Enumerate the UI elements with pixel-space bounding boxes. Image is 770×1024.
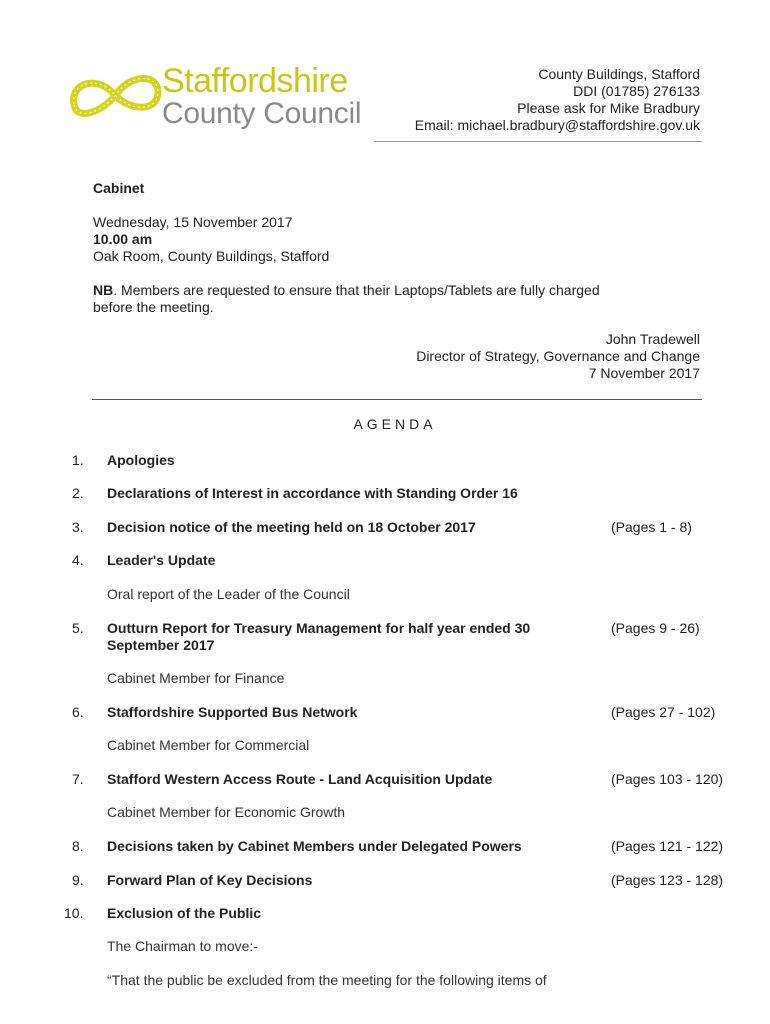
agenda-item-title: Stafford Western Access Route - Land Acquisition Update — [107, 771, 493, 787]
agenda-item-title: Forward Plan of Key Decisions — [107, 872, 313, 888]
agenda-item-title-line2: September 2017 — [107, 637, 215, 653]
header-divider — [374, 141, 702, 142]
agenda-item-pages: (Pages 121 - 122) — [611, 838, 724, 854]
agenda-item-title: Outturn Report for Treasury Management for half year ended 30 — [107, 620, 531, 636]
agenda-item-motion-text: “That the public be excluded from the meeting for the following items of — [107, 972, 547, 988]
agenda-item-presenter: Cabinet Member for Economic Growth — [107, 804, 346, 820]
council-logo-knot-icon — [66, 64, 166, 134]
logo-wordmark-line1: Staffordshire — [162, 62, 348, 100]
notice-label: NB — [93, 282, 114, 298]
address-line: County Buildings, Stafford — [538, 66, 700, 82]
agenda-item-pages: (Pages 27 - 102) — [611, 704, 716, 720]
agenda-item-presenter: Cabinet Member for Finance — [107, 670, 285, 686]
agenda-item-number: 2. — [72, 485, 84, 501]
agenda-item-number: 7. — [72, 771, 84, 787]
meeting-venue: Oak Room, County Buildings, Stafford — [93, 248, 330, 264]
notice-text: . Members are requested to ensure that their Laptops/Tablets are fully charged — [113, 282, 600, 298]
agenda-item-instruction: The Chairman to move:- — [107, 938, 258, 954]
agenda-heading: AGENDA — [353, 416, 437, 432]
agenda-item-number: 10. — [64, 905, 84, 921]
signature-block — [416, 331, 700, 382]
agenda-item-presenter: Cabinet Member for Commercial — [107, 737, 310, 753]
ddi-line: DDI (01785) 276133 — [573, 83, 700, 99]
agenda-item-pages: (Pages 9 - 26) — [611, 620, 700, 636]
notice-text-line2: before the meeting. — [93, 299, 214, 315]
agenda-item-number: 6. — [72, 704, 84, 720]
agenda-item-title: Declarations of Interest in accordance with Standing Order 16 — [107, 485, 518, 501]
agenda-item-pages: (Pages 123 - 128) — [611, 872, 724, 888]
meeting-time: 10.00 am — [93, 231, 153, 247]
laptop-notice — [93, 282, 600, 299]
agenda-item-title: Decisions taken by Cabinet Members under Delegated Powers — [107, 838, 522, 854]
agenda-item-pages: (Pages 1 - 8) — [611, 519, 692, 535]
email-line: Email: michael.bradbury@staffordshire.gov.uk — [414, 117, 700, 133]
agenda-item-title: Apologies — [107, 452, 175, 468]
agenda-item-title: Leader's Update — [107, 552, 216, 568]
committee-name: Cabinet — [93, 180, 145, 196]
agenda-item-pages: (Pages 103 - 120) — [611, 771, 724, 787]
agenda-item-number: 8. — [72, 838, 84, 854]
meeting-date: Wednesday, 15 November 2017 — [93, 214, 293, 230]
signatory-title: Director of Strategy, Governance and Change — [416, 348, 700, 364]
agenda-item-number: 5. — [72, 620, 84, 636]
contact-person-line: Please ask for Mike Bradbury — [517, 100, 700, 116]
agenda-item-title: Decision notice of the meeting held on 18 October 2017 — [107, 519, 476, 535]
agenda-item-number: 3. — [72, 519, 84, 535]
signature-date: 7 November 2017 — [588, 365, 700, 381]
agenda-item-number: 9. — [72, 872, 84, 888]
agenda-divider — [92, 399, 702, 400]
contact-block — [415, 66, 700, 134]
logo-wordmark-line2: County Council — [162, 97, 362, 130]
agenda-item-title: Exclusion of the Public — [107, 905, 262, 921]
signatory-name: John Tradewell — [605, 331, 700, 347]
agenda-item-number: 1. — [72, 452, 84, 468]
agenda-item-number: 4. — [72, 552, 84, 568]
agenda-item-title: Staffordshire Supported Bus Network — [107, 704, 358, 720]
agenda-item-presenter: Oral report of the Leader of the Council — [107, 586, 350, 602]
